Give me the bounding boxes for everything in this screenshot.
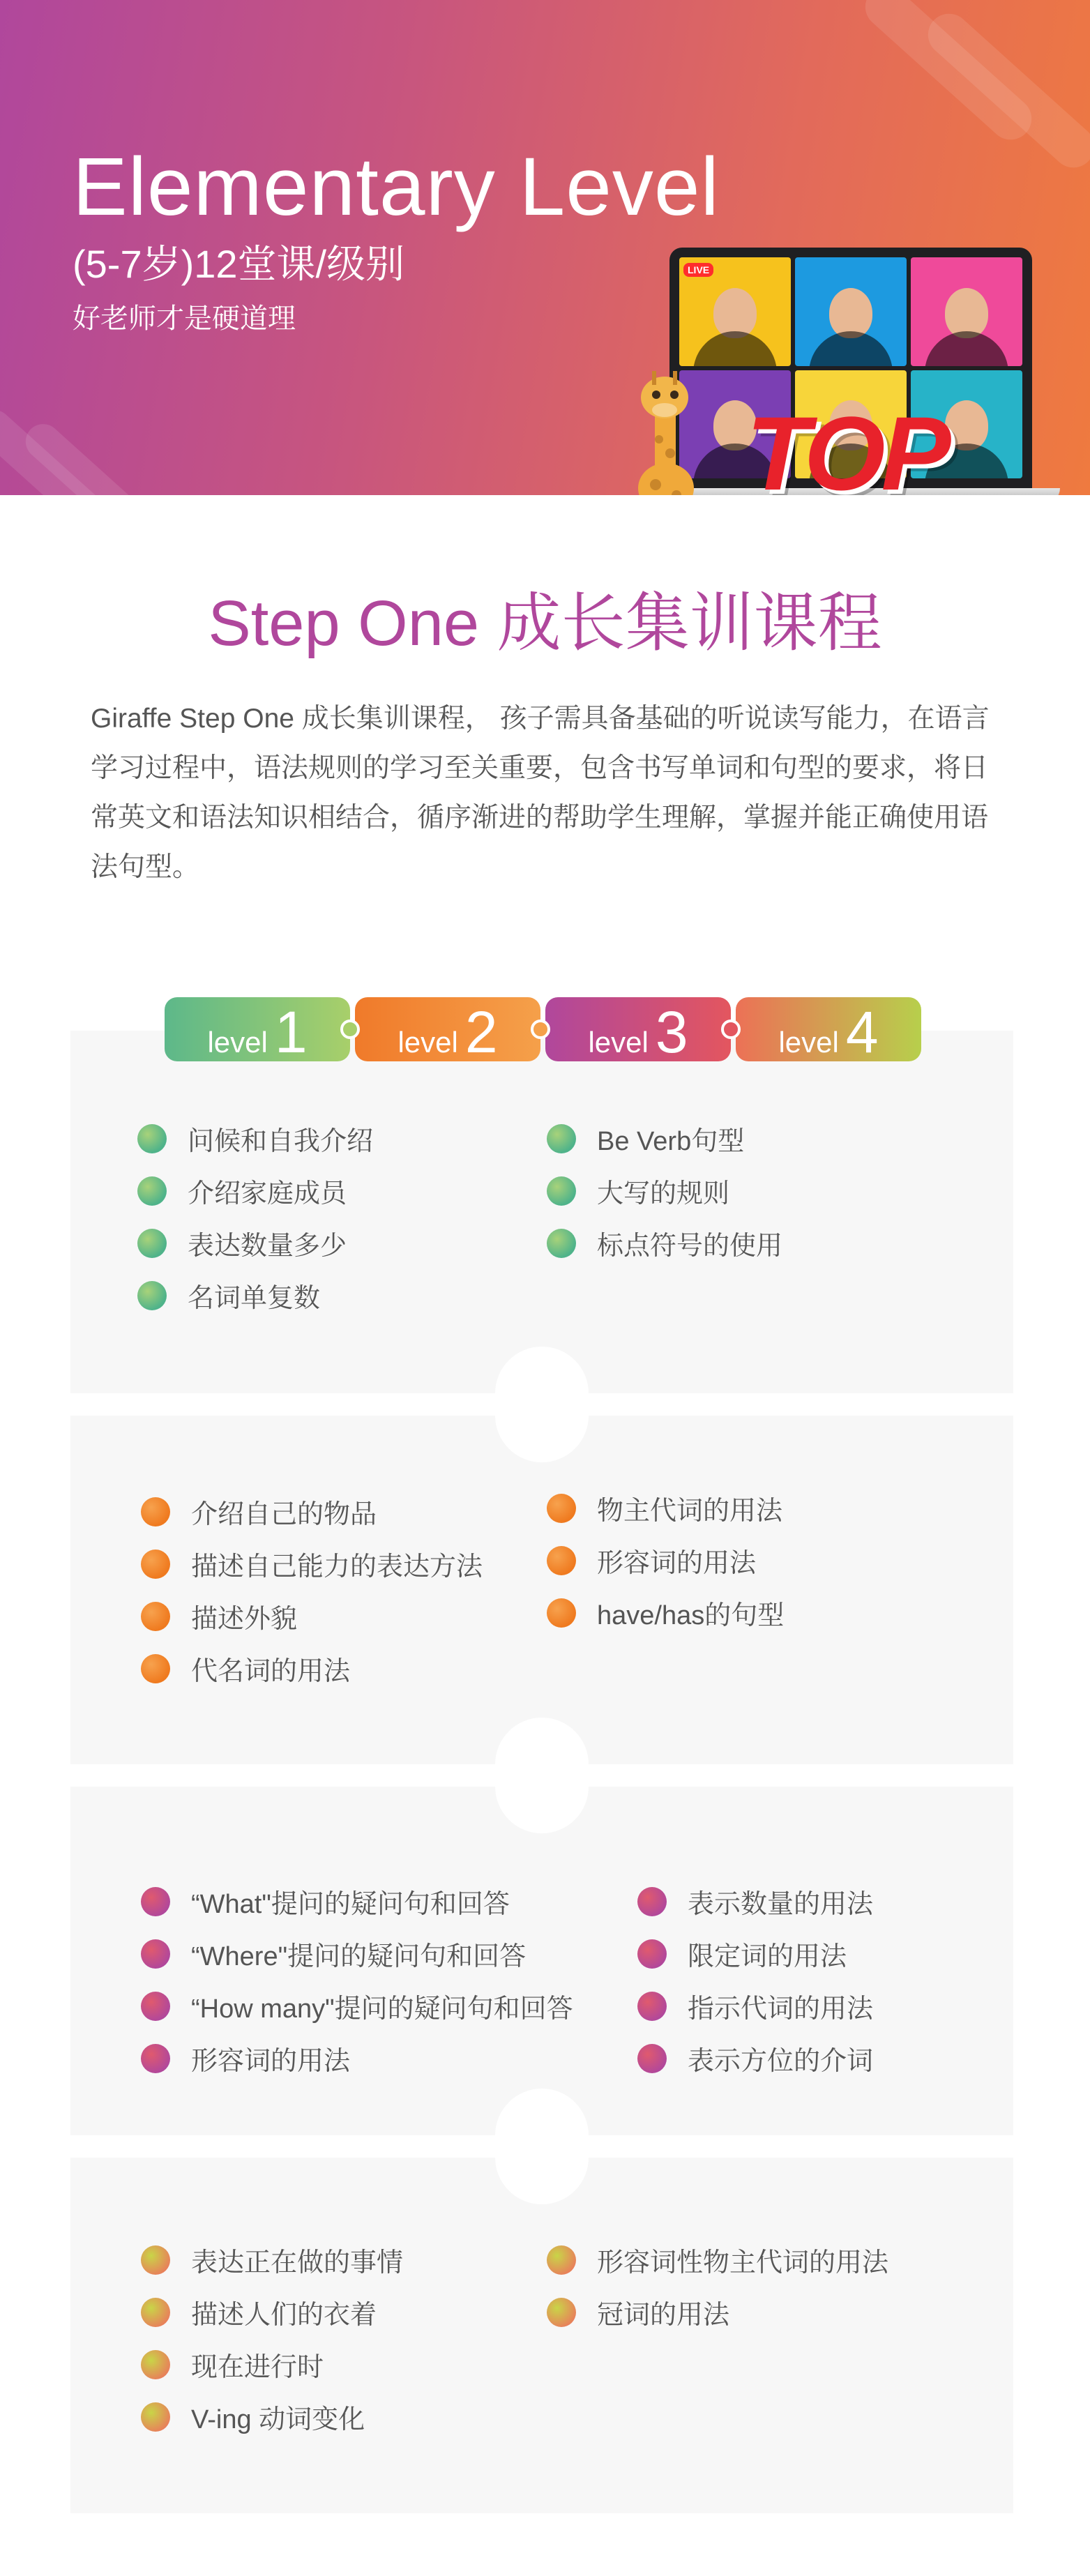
card-notch	[495, 2111, 589, 2204]
tab-level-number: 2	[464, 999, 498, 1065]
giraffe-mascot-icon	[624, 370, 708, 495]
bullet-dot-icon	[141, 2402, 170, 2432]
card-notch	[495, 1369, 589, 1462]
list-item	[141, 1590, 483, 1642]
decor-stripe	[919, 5, 1090, 176]
topic-label: 介绍自己的物品	[191, 1500, 377, 1529]
course-title: Step One 成长集训课程	[208, 588, 882, 659]
topic-label: 标点符号的使用	[597, 1232, 783, 1261]
bullet-dot-icon	[137, 1124, 167, 1153]
tab-level-number: 4	[845, 999, 879, 1065]
bullet-dot-icon	[137, 1281, 167, 1310]
topic-label: “How many"提问的疑问句和回答	[191, 1994, 573, 2024]
teacher-face	[713, 288, 757, 338]
level-tabs	[165, 997, 921, 1064]
topic-label: 描述外貌	[191, 1605, 298, 1634]
bullet-dot-icon	[141, 1887, 170, 1916]
tab-level-3[interactable]	[545, 997, 731, 1065]
topic-label: 形容词的用法	[191, 2047, 351, 2076]
topic-label: “Where"提问的疑问句和回答	[191, 1942, 527, 1971]
level-2-topics-right	[547, 1482, 784, 1639]
hero-slogan: 好老师才是硬道理	[73, 303, 296, 334]
course-description: Giraffe Step One 成长集训课程， 孩子需具备基础的听说读写能力，在语言学习过程中，语法规则的学习至关重要，包含书写单词和句型的要求，将日常英文和语法知识相结合，循序渐进的帮助学生理解，掌握并能正确使用语法句型。	[91, 704, 990, 882]
list-item	[141, 1927, 573, 1980]
topic-label: 限定词的用法	[688, 1942, 847, 1971]
teacher-tile	[911, 257, 1022, 366]
level-3-topics-right	[637, 1875, 873, 2084]
bullet-dot-icon	[637, 2044, 667, 2073]
level-1-card	[70, 1031, 1013, 1393]
topic-label: 介绍家庭成员	[188, 1179, 347, 1209]
list-item	[637, 1875, 873, 1927]
tab-level-4[interactable]	[736, 997, 921, 1065]
list-item	[141, 1538, 483, 1590]
list-item	[637, 1927, 873, 1980]
tab-level-word: level	[207, 1026, 268, 1059]
bullet-dot-icon	[637, 1992, 667, 2021]
topic-label: have/has的句型	[597, 1601, 785, 1630]
topic-label: 名词单复数	[188, 1284, 321, 1313]
topic-label: 表示方位的介词	[688, 2047, 874, 2076]
tab-level-word: level	[588, 1026, 649, 1059]
level-2-card	[70, 1416, 1013, 1764]
bullet-dot-icon	[141, 1497, 170, 1526]
bullet-dot-icon	[137, 1176, 167, 1206]
live-badge: LIVE	[683, 263, 713, 277]
teacher-tile	[795, 257, 907, 366]
bullet-dot-icon	[141, 1939, 170, 1969]
level-4-card	[70, 2158, 1013, 2513]
bullet-dot-icon	[547, 2298, 576, 2327]
bullet-dot-icon	[141, 1992, 170, 2021]
topic-label: “What"提问的疑问句和回答	[191, 1890, 510, 1919]
topic-label: 冠词的用法	[597, 2301, 730, 2330]
teacher-body	[925, 331, 1008, 366]
tab-level-1[interactable]	[165, 997, 350, 1065]
bullet-dot-icon	[547, 1229, 576, 1258]
topic-label: 表示数量的用法	[688, 1890, 874, 1919]
top-badge: TOP	[746, 395, 947, 495]
bullet-dot-icon	[141, 1602, 170, 1631]
topic-label: 表达正在做的事情	[191, 2248, 404, 2278]
topic-label: 代名词的用法	[191, 1657, 351, 1686]
list-item	[547, 1534, 784, 1586]
tab-connector	[531, 1020, 550, 1039]
list-item	[547, 1112, 782, 1165]
bullet-dot-icon	[547, 2245, 576, 2275]
list-item	[547, 2286, 888, 2338]
level-1-topics-right	[547, 1112, 782, 1269]
tab-connector	[721, 1020, 741, 1039]
list-item	[547, 1165, 782, 1217]
tab-level-word: level	[778, 1026, 839, 1059]
list-item	[637, 1980, 873, 2032]
tab-level-number: 3	[655, 999, 688, 1065]
list-item	[547, 1586, 784, 1639]
list-item	[141, 1485, 483, 1538]
topic-label: 现在进行时	[191, 2353, 324, 2382]
bullet-dot-icon	[137, 1229, 167, 1258]
list-item	[137, 1112, 373, 1165]
topic-label: 问候和自我介绍	[188, 1127, 374, 1156]
level-2-topics-left	[141, 1485, 483, 1695]
list-item	[137, 1165, 373, 1217]
list-item	[137, 1269, 373, 1321]
topic-label: 描述自己能力的表达方法	[191, 1552, 483, 1582]
hero-subtitle: (5-7岁)12堂课/级别	[73, 242, 405, 286]
list-item	[637, 2032, 873, 2084]
bullet-dot-icon	[547, 1494, 576, 1523]
bullet-dot-icon	[547, 1176, 576, 1206]
list-item	[141, 2234, 403, 2286]
list-item	[141, 2032, 573, 2084]
bullet-dot-icon	[547, 1124, 576, 1153]
level-4-topics-left	[141, 2234, 403, 2443]
hero-title: Elementary Level	[73, 141, 720, 233]
list-item	[547, 1217, 782, 1269]
topic-label: 指示代词的用法	[688, 1994, 874, 2024]
tab-level-2[interactable]	[355, 997, 540, 1065]
list-item	[141, 1875, 573, 1927]
topic-label: V-ing 动词变化	[191, 2405, 365, 2434]
bullet-dot-icon	[141, 1550, 170, 1579]
list-item	[141, 2338, 403, 2391]
level-4-topics-right	[547, 2234, 888, 2338]
list-item	[141, 1642, 483, 1695]
level-3-topics-left	[141, 1875, 573, 2084]
hero-banner	[0, 0, 1090, 495]
topic-label: 表达数量多少	[188, 1232, 347, 1261]
list-item	[547, 2234, 888, 2286]
list-item	[141, 2391, 403, 2443]
topic-label: 形容词的用法	[597, 1549, 757, 1578]
bullet-dot-icon	[141, 2298, 170, 2327]
list-item	[141, 1980, 573, 2032]
level-1-topics-left	[137, 1112, 373, 1321]
list-item	[137, 1217, 373, 1269]
bullet-dot-icon	[547, 1546, 576, 1575]
bullet-dot-icon	[141, 2044, 170, 2073]
teacher-face	[829, 288, 872, 338]
topic-label: 形容词性物主代词的用法	[597, 2248, 889, 2278]
bullet-dot-icon	[141, 2350, 170, 2379]
topic-label: 大写的规则	[597, 1179, 730, 1209]
topic-label: 描述人们的衣着	[191, 2301, 377, 2330]
list-item	[141, 2286, 403, 2338]
list-item	[547, 1482, 784, 1534]
topic-label: Be Verb句型	[597, 1127, 745, 1156]
bullet-dot-icon	[141, 1654, 170, 1683]
tab-level-number: 1	[274, 999, 308, 1065]
bullet-dot-icon	[547, 1598, 576, 1628]
tab-level-word: level	[398, 1026, 458, 1059]
bullet-dot-icon	[141, 2245, 170, 2275]
tab-connector	[340, 1020, 360, 1039]
bullet-dot-icon	[637, 1939, 667, 1969]
teacher-body	[693, 331, 777, 366]
level-3-card	[70, 1787, 1013, 2135]
bullet-dot-icon	[637, 1887, 667, 1916]
teacher-body	[809, 331, 893, 366]
teacher-face	[945, 288, 988, 338]
topic-label: 物主代词的用法	[597, 1497, 783, 1526]
card-notch	[495, 1740, 589, 1833]
